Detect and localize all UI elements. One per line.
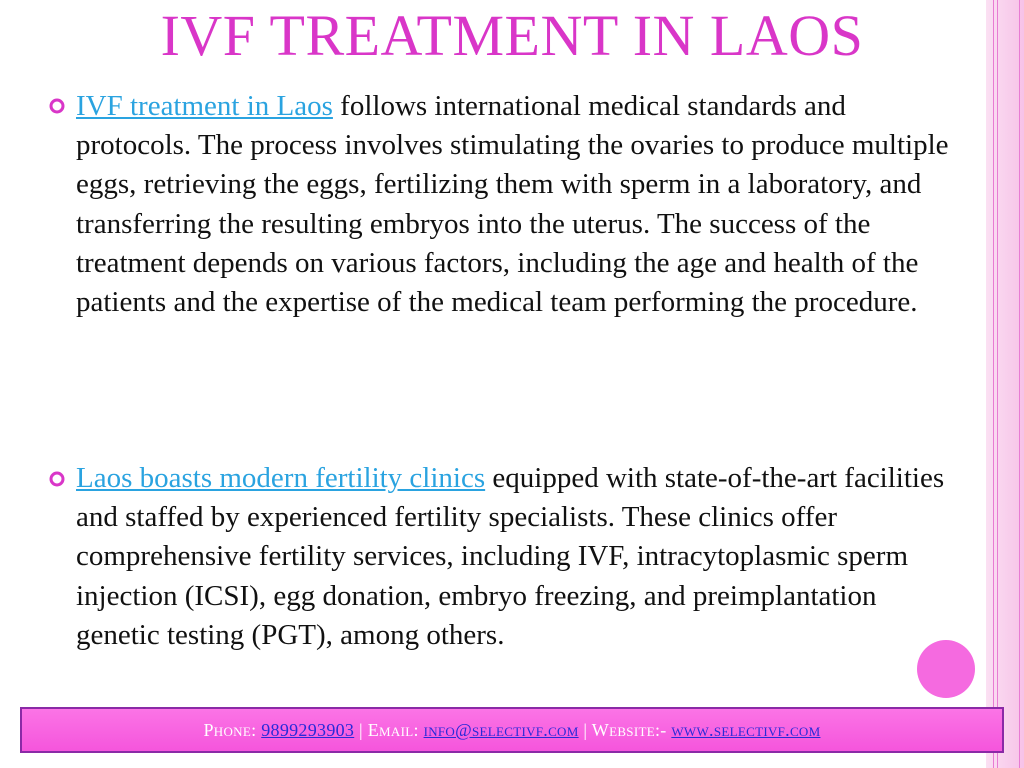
separator: | <box>354 720 368 740</box>
bullet-paragraph-1 <box>76 87 966 322</box>
ivf-treatment-link[interactable]: IVF treatment in Laos <box>76 90 333 122</box>
separator: | <box>578 720 592 740</box>
right-decorative-line <box>1019 0 1020 768</box>
bullet-text-2: equipped with state-of-the-art facilities and staffed by experienced fertility specialists. These clinics offer comprehensive fertility services, including IVF, intracytoplasmic sperm injection (ICSI), egg donation, embryo freezing, and preimplantation genetic testing (PGT), among others. <box>76 462 945 651</box>
phone-link[interactable]: 9899293903 <box>261 720 355 740</box>
website-link[interactable]: www.selectivf.com <box>671 720 821 740</box>
phone-label: Phone: <box>203 720 262 740</box>
contact-footer-bar <box>20 707 1004 753</box>
fertility-clinics-link[interactable]: Laos boasts modern fertility clinics <box>76 462 486 494</box>
right-decorative-line <box>993 0 994 768</box>
right-decorative-line <box>997 0 998 768</box>
bullet-icon <box>48 470 66 488</box>
email-label: Email: <box>367 720 424 740</box>
email-link[interactable]: info@selectivf.com <box>423 720 579 740</box>
bullet-text-1: follows international medical standards and protocols. The process involves stimulating the ovaries to produce multiple eggs, retrieving the eggs, fertilizing them with sperm in a laboratory, and transferring the resulting embryos into the uterus. The success of the treatment depends on various factors, including the age and health of the patients and the expertise of the medical team performing the procedure. <box>76 90 949 319</box>
bullet-icon <box>48 97 66 115</box>
decorative-circle <box>917 640 975 698</box>
website-label: Website:- <box>591 720 672 740</box>
bullet-paragraph-2 <box>76 459 966 655</box>
slide-title: IVF TREATMENT IN LAOS <box>160 3 864 68</box>
